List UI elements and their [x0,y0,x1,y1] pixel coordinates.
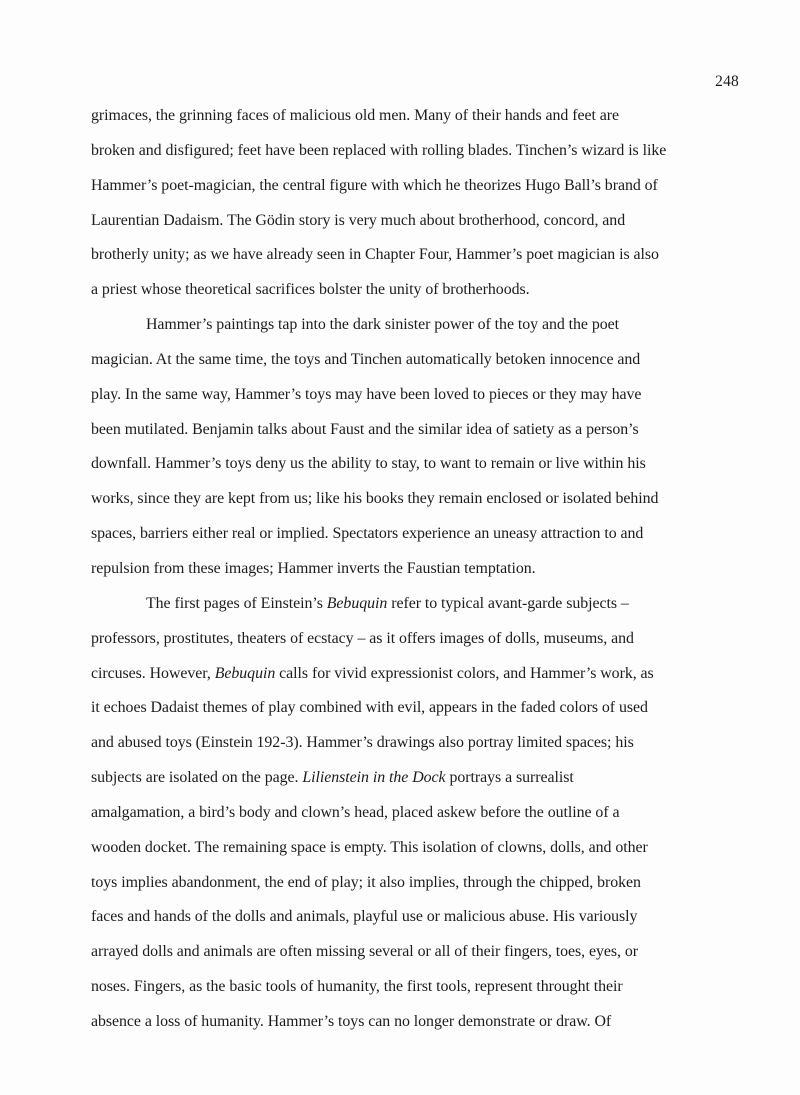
text-segment: works, since they are kept from us; like his books they remain enclosed or isolated behind [91,490,659,508]
text-segment: wooden docket. The remaining space is empty. This isolation of clowns, dolls, and other [91,838,648,856]
text-line [91,204,731,239]
italic-title: Bebuquin [214,664,276,682]
text-segment: faces and hands of the dolls and animals, playful use or malicious abuse. His variously [91,908,638,926]
text-segment: Hammer’s paintings tap into the dark sinister power of the toy and the poet [146,316,620,334]
text-line [91,935,731,970]
text-line [91,447,731,482]
text-line [91,378,731,413]
text-line [91,238,731,273]
text-segment: amalgamation, a bird’s body and clown’s head, placed askew before the outline of a [91,803,620,821]
text-segment: noses. Fingers, as the basic tools of humanity, the first tools, represent throught their [91,978,623,996]
text-segment: play. In the same way, Hammer’s toys may have been loved to pieces or they may have [91,385,642,403]
text-line [91,657,731,692]
text-segment: magician. At the same time, the toys and Tinchen automatically betoken innocence and [91,350,641,368]
text-line [91,761,731,796]
text-line [91,1005,731,1040]
text-line [91,273,731,308]
italic-title: Lilienstein in the Dock [302,769,446,787]
text-line [91,691,731,726]
text-segment: repulsion from these images; Hammer inverts the Faustian temptation. [91,559,536,577]
text-line [91,308,731,343]
text-line [91,413,731,448]
text-segment: a priest whose theoretical sacrifices bolster the unity of brotherhoods. [91,281,530,299]
text-line [91,169,731,204]
italic-title: Bebuquin [326,594,388,612]
text-segment: The first pages of Einstein’s [146,594,327,612]
text-segment: portrays a surrealist [445,769,574,787]
text-segment: grimaces, the grinning faces of malicious old men. Many of their hands and feet are [91,107,620,124]
text-line [91,622,731,657]
text-line [91,866,731,901]
text-segment: it echoes Dadaist themes of play combined with evil, appears in the faded colors of used [91,699,648,717]
text-line [91,796,731,831]
text-segment: arrayed dolls and animals are often missing several or all of their fingers, toes, eyes, or [91,943,639,961]
text-segment: circuses. However, [91,664,215,682]
text-segment: been mutilated. Benjamin talks about Faust and the similar idea of satiety as a person’s [91,420,639,438]
text-segment: Hammer’s poet-magician, the central figure with which he theorizes Hugo Ball’s brand of [91,176,658,194]
text-segment: refer to typical avant-garde subjects – [387,594,629,612]
text-segment: brotherly unity; as we have already seen in Chapter Four, Hammer’s poet magician is also [91,246,659,264]
text-line [91,134,731,169]
text-line [91,99,731,134]
text-line [91,970,731,1005]
text-segment: broken and disfigured; feet have been replaced with rolling blades. Tinchen’s wizard is like [91,141,667,159]
text-segment: absence a loss of humanity. Hammer’s toys can no longer demonstrate or draw. Of [91,1012,612,1030]
text-line [91,552,731,587]
body-text [91,99,731,1040]
text-line [91,517,731,552]
text-segment: spaces, barriers either real or implied. Spectators experience an uneasy attraction to and [91,525,644,543]
text-segment: calls for vivid expressionist colors, and Hammer’s work, as [275,664,654,682]
text-line [91,343,731,378]
text-line [91,831,731,866]
page-number: 248 [715,73,739,90]
text-line [91,587,731,622]
text-line [91,482,731,517]
text-segment: professors, prostitutes, theaters of ecstacy – as it offers images of dolls, museums, and [91,629,634,647]
text-segment: subjects are isolated on the page. [91,769,303,787]
text-segment: downfall. Hammer’s toys deny us the ability to stay, to want to remain or live within his [91,455,646,473]
text-line [91,900,731,935]
text-line [91,726,731,761]
text-segment: and abused toys (Einstein 192-3). Hammer’s drawings also portray limited spaces; his [91,734,634,752]
text-segment: toys implies abandonment, the end of play; it also implies, through the chipped, broken [91,873,641,891]
text-segment: Laurentian Dadaism. The Gödin story is very much about brotherhood, concord, and [91,211,626,229]
